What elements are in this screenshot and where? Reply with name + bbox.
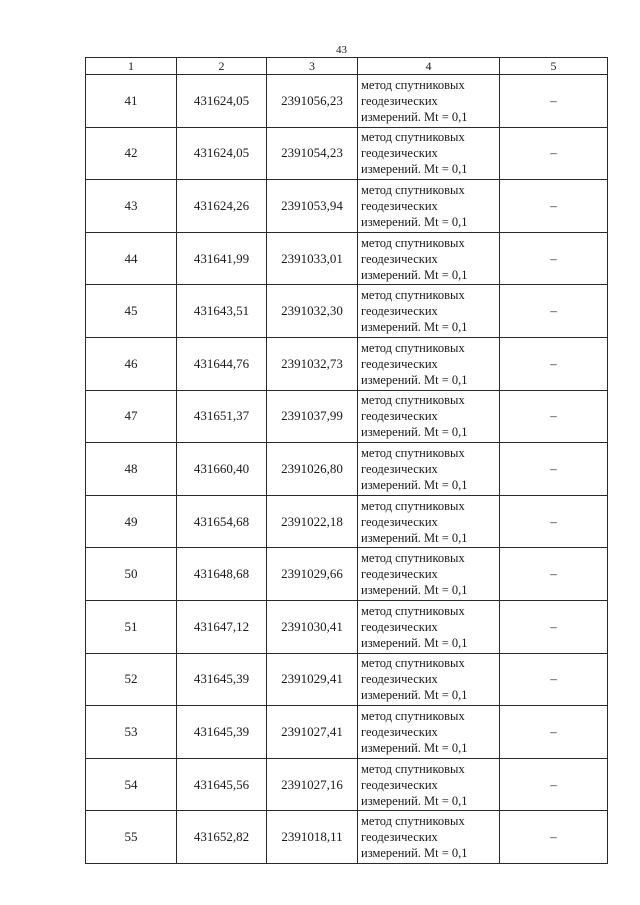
method-line: метод спутниковых: [361, 708, 465, 723]
table-row: [86, 180, 608, 233]
y-coordinate-cell: 2391030,41: [267, 600, 358, 653]
point-number-cell: 47: [86, 390, 177, 443]
y-coordinate-cell: 2391054,23: [267, 127, 358, 180]
point-number-cell: 53: [86, 706, 177, 759]
x-coordinate-cell: 431645,39: [177, 706, 267, 759]
point-number-cell: 41: [86, 75, 177, 128]
method-line: измерений. Mt = 0,1: [361, 793, 468, 808]
table-row: [86, 75, 608, 128]
y-coordinate-cell: 2391027,41: [267, 706, 358, 759]
method-line: метод спутниковых: [361, 551, 465, 566]
point-number-cell: 49: [86, 495, 177, 548]
method-cell: [358, 548, 500, 601]
x-coordinate-cell: 431647,12: [177, 600, 267, 653]
point-number-cell: 54: [86, 758, 177, 811]
method-cell: [358, 75, 500, 128]
method-line: метод спутниковых: [361, 445, 465, 460]
column-header-5: 5: [500, 58, 608, 75]
method-cell: [358, 495, 500, 548]
method-line: геодезических: [361, 672, 438, 687]
y-coordinate-cell: 2391056,23: [267, 75, 358, 128]
method-line: геодезических: [361, 777, 438, 792]
x-coordinate-cell: 431648,68: [177, 548, 267, 601]
method-line: геодезических: [361, 724, 438, 739]
method-line: геодезических: [361, 619, 438, 634]
y-coordinate-cell: 2391037,99: [267, 390, 358, 443]
y-coordinate-cell: 2391029,41: [267, 653, 358, 706]
note-cell: –: [500, 337, 608, 390]
point-number-cell: 46: [86, 337, 177, 390]
note-cell: –: [500, 443, 608, 496]
method-cell: [358, 811, 500, 864]
method-line: метод спутниковых: [361, 498, 465, 513]
method-line: измерений. Mt = 0,1: [361, 740, 468, 755]
method-line: метод спутниковых: [361, 393, 465, 408]
table-row: [86, 706, 608, 759]
note-cell: –: [500, 600, 608, 653]
method-line: геодезических: [361, 356, 438, 371]
y-coordinate-cell: 2391053,94: [267, 180, 358, 233]
y-coordinate-cell: 2391027,16: [267, 758, 358, 811]
table-row: [86, 232, 608, 285]
method-cell: [358, 443, 500, 496]
method-line: геодезических: [361, 251, 438, 266]
table-header-row: [86, 58, 608, 75]
method-line: метод спутниковых: [361, 814, 465, 829]
note-cell: –: [500, 811, 608, 864]
method-cell: [358, 758, 500, 811]
method-line: измерений. Mt = 0,1: [361, 688, 468, 703]
note-cell: –: [500, 495, 608, 548]
method-line: геодезических: [361, 146, 438, 161]
point-number-cell: 42: [86, 127, 177, 180]
y-coordinate-cell: 2391033,01: [267, 232, 358, 285]
method-cell: [358, 180, 500, 233]
point-number-cell: 45: [86, 285, 177, 338]
x-coordinate-cell: 431624,05: [177, 75, 267, 128]
table-row: [86, 443, 608, 496]
method-line: геодезических: [361, 514, 438, 529]
method-line: измерений. Mt = 0,1: [361, 162, 468, 177]
method-line: метод спутниковых: [361, 340, 465, 355]
table-row: [86, 127, 608, 180]
note-cell: –: [500, 706, 608, 759]
column-header-3: 3: [267, 58, 358, 75]
method-line: измерений. Mt = 0,1: [361, 846, 468, 861]
method-line: геодезических: [361, 409, 438, 424]
method-line: метод спутниковых: [361, 603, 465, 618]
method-cell: [358, 232, 500, 285]
x-coordinate-cell: 431660,40: [177, 443, 267, 496]
note-cell: –: [500, 548, 608, 601]
method-cell: [358, 127, 500, 180]
method-line: метод спутниковых: [361, 182, 465, 197]
method-line: измерений. Mt = 0,1: [361, 530, 468, 545]
point-number-cell: 44: [86, 232, 177, 285]
y-coordinate-cell: 2391026,80: [267, 443, 358, 496]
column-header-2: 2: [177, 58, 267, 75]
note-cell: –: [500, 653, 608, 706]
method-line: геодезических: [361, 461, 438, 476]
note-cell: –: [500, 232, 608, 285]
x-coordinate-cell: 431641,99: [177, 232, 267, 285]
point-number-cell: 52: [86, 653, 177, 706]
method-cell: [358, 390, 500, 443]
table-row: [86, 653, 608, 706]
method-line: метод спутниковых: [361, 761, 465, 776]
method-line: измерений. Mt = 0,1: [361, 109, 468, 124]
method-line: измерений. Mt = 0,1: [361, 320, 468, 335]
method-cell: [358, 600, 500, 653]
y-coordinate-cell: 2391022,18: [267, 495, 358, 548]
x-coordinate-cell: 431644,76: [177, 337, 267, 390]
note-cell: –: [500, 285, 608, 338]
x-coordinate-cell: 431645,39: [177, 653, 267, 706]
method-line: измерений. Mt = 0,1: [361, 635, 468, 650]
table-row: [86, 285, 608, 338]
point-number-cell: 43: [86, 180, 177, 233]
method-line: геодезических: [361, 198, 438, 213]
method-line: геодезических: [361, 830, 438, 845]
method-cell: [358, 337, 500, 390]
note-cell: –: [500, 127, 608, 180]
point-number-cell: 55: [86, 811, 177, 864]
table-row: [86, 390, 608, 443]
x-coordinate-cell: 431643,51: [177, 285, 267, 338]
method-cell: [358, 653, 500, 706]
x-coordinate-cell: 431624,26: [177, 180, 267, 233]
table-row: [86, 811, 608, 864]
x-coordinate-cell: 431654,68: [177, 495, 267, 548]
method-line: измерений. Mt = 0,1: [361, 372, 468, 387]
column-header-4: 4: [358, 58, 500, 75]
page-number: 43: [336, 44, 347, 56]
x-coordinate-cell: 431651,37: [177, 390, 267, 443]
method-line: метод спутниковых: [361, 77, 465, 92]
table-row: [86, 600, 608, 653]
table-row: [86, 548, 608, 601]
method-line: метод спутниковых: [361, 235, 465, 250]
method-line: геодезических: [361, 304, 438, 319]
method-line: метод спутниковых: [361, 288, 465, 303]
method-line: метод спутниковых: [361, 130, 465, 145]
y-coordinate-cell: 2391029,66: [267, 548, 358, 601]
note-cell: –: [500, 180, 608, 233]
point-number-cell: 48: [86, 443, 177, 496]
coordinates-table: [85, 57, 608, 864]
table-row: [86, 495, 608, 548]
y-coordinate-cell: 2391032,73: [267, 337, 358, 390]
method-line: геодезических: [361, 93, 438, 108]
column-header-1: 1: [86, 58, 177, 75]
point-number-cell: 51: [86, 600, 177, 653]
method-line: метод спутниковых: [361, 656, 465, 671]
method-cell: [358, 706, 500, 759]
method-line: измерений. Mt = 0,1: [361, 425, 468, 440]
method-cell: [358, 285, 500, 338]
method-line: измерений. Mt = 0,1: [361, 583, 468, 598]
x-coordinate-cell: 431652,82: [177, 811, 267, 864]
x-coordinate-cell: 431645,56: [177, 758, 267, 811]
point-number-cell: 50: [86, 548, 177, 601]
table-row: [86, 337, 608, 390]
y-coordinate-cell: 2391032,30: [267, 285, 358, 338]
y-coordinate-cell: 2391018,11: [267, 811, 358, 864]
method-line: геодезических: [361, 567, 438, 582]
method-line: измерений. Mt = 0,1: [361, 267, 468, 282]
note-cell: –: [500, 75, 608, 128]
table-body: [86, 75, 608, 864]
x-coordinate-cell: 431624,05: [177, 127, 267, 180]
method-line: измерений. Mt = 0,1: [361, 214, 468, 229]
note-cell: –: [500, 390, 608, 443]
method-line: измерений. Mt = 0,1: [361, 477, 468, 492]
table-row: [86, 758, 608, 811]
note-cell: –: [500, 758, 608, 811]
